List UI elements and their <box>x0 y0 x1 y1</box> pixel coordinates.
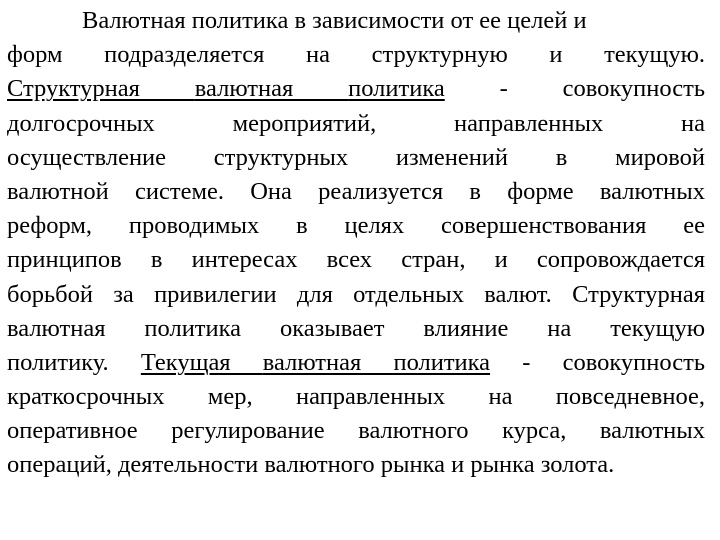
paragraph-line <box>7 175 705 209</box>
underlined-term: политика <box>348 75 445 103</box>
underlined-term: Текущая <box>140 348 263 376</box>
text-run: принципов в интересах всех стран, и сопровождается <box>7 246 705 274</box>
underlined-term: Структурная <box>7 75 195 103</box>
paragraph-line <box>7 312 705 346</box>
text-run: валютной системе. Она реализуется в форме валютных <box>7 177 705 205</box>
paragraph-line <box>7 448 705 482</box>
text-run: Валютная политика в зависимости от ее целей и <box>82 7 587 34</box>
text-run: форм подразделяется на структурную и текущую. <box>7 41 705 69</box>
text-run: оперативное регулирование валютного курса, валютных <box>7 417 705 445</box>
text-run: борьбой за привилегии для отдельных валют. Структурная <box>7 280 705 308</box>
text-run: осуществление структурных изменений в мировой <box>7 143 705 171</box>
text-run: валютная политика оказывает влияние на текущую <box>7 314 705 342</box>
paragraph-line <box>7 414 705 448</box>
text-run: долгосрочных мероприятий, направленных на <box>7 109 705 137</box>
paragraph-line <box>7 38 705 72</box>
underlined-term: валютная <box>194 75 349 103</box>
paragraph-line <box>7 141 705 175</box>
paragraph-line <box>7 4 705 38</box>
underlined-term: политика <box>393 348 491 376</box>
paragraph-line <box>7 72 705 106</box>
paragraph-line <box>7 107 705 141</box>
text-run: - совокупность <box>490 348 705 376</box>
paragraph-line <box>7 278 705 312</box>
text-run: - совокупность <box>444 75 705 103</box>
text-run: краткосрочных мер, направленных на повседневное, <box>7 383 705 411</box>
body-paragraph <box>7 4 705 483</box>
paragraph-line <box>7 243 705 277</box>
paragraph-line <box>7 209 705 243</box>
paragraph-line <box>7 346 705 380</box>
underlined-term: валютная <box>262 348 394 376</box>
text-run: операций, деятельности валютного рынка и рынка золота. <box>7 451 615 479</box>
text-run: реформ, проводимых в целях совершенствования ее <box>7 212 705 240</box>
text-run: политику. <box>7 348 141 376</box>
paragraph-line <box>7 380 705 414</box>
